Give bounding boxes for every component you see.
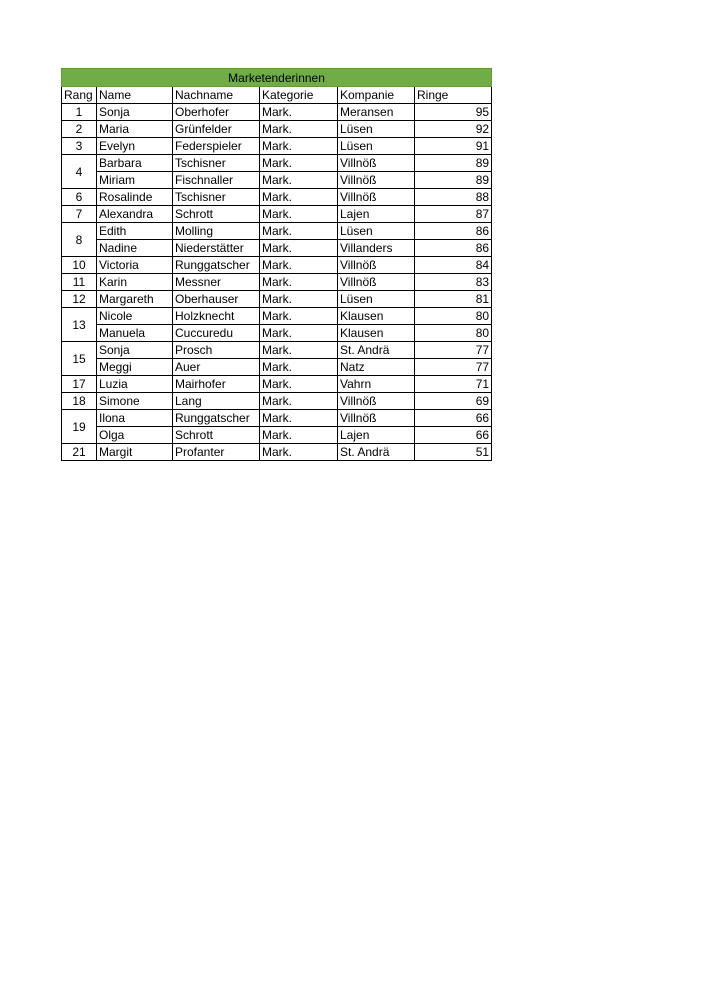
cell-nachname: Grünfelder — [173, 121, 260, 138]
cell-kategorie: Mark. — [260, 172, 338, 189]
table-row — [62, 172, 492, 189]
column-header-nachname: Nachname — [173, 87, 260, 104]
cell-ringe: 89 — [415, 172, 492, 189]
cell-nachname: Oberhauser — [173, 291, 260, 308]
table-row — [62, 427, 492, 444]
cell-nachname: Federspieler — [173, 138, 260, 155]
cell-name: Ilona — [97, 410, 173, 427]
cell-nachname: Fischnaller — [173, 172, 260, 189]
cell-ringe: 66 — [415, 427, 492, 444]
cell-name: Sonja — [97, 342, 173, 359]
results-sheet — [61, 68, 492, 461]
table-row — [62, 359, 492, 376]
cell-ringe: 89 — [415, 155, 492, 172]
cell-ringe: 80 — [415, 325, 492, 342]
table-row — [62, 223, 492, 240]
cell-name: Miriam — [97, 172, 173, 189]
cell-ringe: 87 — [415, 206, 492, 223]
table-row — [62, 291, 492, 308]
table-row — [62, 444, 492, 461]
cell-rang: 7 — [62, 206, 97, 223]
cell-kompanie: Lüsen — [338, 223, 415, 240]
table-row — [62, 410, 492, 427]
cell-kategorie: Mark. — [260, 104, 338, 121]
cell-ringe: 80 — [415, 308, 492, 325]
table-row — [62, 325, 492, 342]
cell-ringe: 69 — [415, 393, 492, 410]
cell-kompanie: Klausen — [338, 325, 415, 342]
table-row — [62, 189, 492, 206]
cell-name: Margit — [97, 444, 173, 461]
cell-nachname: Niederstätter — [173, 240, 260, 257]
table-row — [62, 155, 492, 172]
cell-nachname: Messner — [173, 274, 260, 291]
cell-ringe: 86 — [415, 223, 492, 240]
cell-nachname: Lang — [173, 393, 260, 410]
cell-name: Edith — [97, 223, 173, 240]
cell-name: Alexandra — [97, 206, 173, 223]
cell-name: Victoria — [97, 257, 173, 274]
cell-nachname: Runggatscher — [173, 410, 260, 427]
cell-kompanie: Vahrn — [338, 376, 415, 393]
cell-rang: 21 — [62, 444, 97, 461]
cell-kategorie: Mark. — [260, 155, 338, 172]
cell-ringe: 92 — [415, 121, 492, 138]
table-row — [62, 206, 492, 223]
cell-ringe: 77 — [415, 359, 492, 376]
cell-kategorie: Mark. — [260, 240, 338, 257]
cell-rang: 2 — [62, 121, 97, 138]
cell-kategorie: Mark. — [260, 206, 338, 223]
cell-rang: 10 — [62, 257, 97, 274]
cell-ringe: 81 — [415, 291, 492, 308]
cell-rang: 11 — [62, 274, 97, 291]
column-header-row — [62, 87, 492, 104]
cell-kategorie: Mark. — [260, 359, 338, 376]
cell-kompanie: Villnöß — [338, 257, 415, 274]
cell-name: Nadine — [97, 240, 173, 257]
cell-kompanie: Villnöß — [338, 274, 415, 291]
cell-kompanie: Villnöß — [338, 393, 415, 410]
cell-kategorie: Mark. — [260, 257, 338, 274]
cell-kompanie: Lajen — [338, 427, 415, 444]
table-row — [62, 342, 492, 359]
cell-kompanie: Villnöß — [338, 172, 415, 189]
cell-kompanie: Klausen — [338, 308, 415, 325]
column-header-name: Name — [97, 87, 173, 104]
table-title-row — [62, 69, 492, 87]
cell-ringe: 77 — [415, 342, 492, 359]
table-row — [62, 257, 492, 274]
cell-rang: 8 — [62, 223, 97, 257]
column-header-kompanie: Kompanie — [338, 87, 415, 104]
cell-kategorie: Mark. — [260, 342, 338, 359]
cell-kategorie: Mark. — [260, 308, 338, 325]
cell-kompanie: Lüsen — [338, 138, 415, 155]
cell-name: Manuela — [97, 325, 173, 342]
cell-nachname: Runggatscher — [173, 257, 260, 274]
cell-kompanie: Villnöß — [338, 189, 415, 206]
cell-kategorie: Mark. — [260, 444, 338, 461]
cell-ringe: 88 — [415, 189, 492, 206]
cell-nachname: Tschisner — [173, 155, 260, 172]
column-header-rang: Rang — [62, 87, 97, 104]
cell-nachname: Oberhofer — [173, 104, 260, 121]
cell-name: Rosalinde — [97, 189, 173, 206]
cell-kategorie: Mark. — [260, 393, 338, 410]
cell-kompanie: Lüsen — [338, 291, 415, 308]
cell-ringe: 83 — [415, 274, 492, 291]
cell-kategorie: Mark. — [260, 138, 338, 155]
cell-name: Maria — [97, 121, 173, 138]
cell-nachname: Prosch — [173, 342, 260, 359]
table-row — [62, 104, 492, 121]
cell-kompanie: Lüsen — [338, 121, 415, 138]
cell-name: Sonja — [97, 104, 173, 121]
cell-kategorie: Mark. — [260, 427, 338, 444]
results-table — [61, 68, 492, 461]
cell-name: Evelyn — [97, 138, 173, 155]
cell-kategorie: Mark. — [260, 325, 338, 342]
cell-ringe: 95 — [415, 104, 492, 121]
cell-rang: 13 — [62, 308, 97, 342]
cell-nachname: Cuccuredu — [173, 325, 260, 342]
cell-name: Barbara — [97, 155, 173, 172]
cell-kompanie: Villanders — [338, 240, 415, 257]
cell-rang: 12 — [62, 291, 97, 308]
cell-nachname: Schrott — [173, 206, 260, 223]
cell-nachname: Mairhofer — [173, 376, 260, 393]
cell-rang: 18 — [62, 393, 97, 410]
cell-rang: 17 — [62, 376, 97, 393]
cell-rang: 6 — [62, 189, 97, 206]
table-row — [62, 393, 492, 410]
cell-kategorie: Mark. — [260, 410, 338, 427]
table-row — [62, 376, 492, 393]
table-row — [62, 240, 492, 257]
cell-kategorie: Mark. — [260, 223, 338, 240]
table-row — [62, 121, 492, 138]
column-header-kategorie: Kategorie — [260, 87, 338, 104]
table-row — [62, 138, 492, 155]
cell-kategorie: Mark. — [260, 274, 338, 291]
cell-kompanie: Villnöß — [338, 155, 415, 172]
cell-kategorie: Mark. — [260, 291, 338, 308]
cell-rang: 3 — [62, 138, 97, 155]
cell-kompanie: Natz — [338, 359, 415, 376]
cell-name: Olga — [97, 427, 173, 444]
table-row — [62, 308, 492, 325]
cell-ringe: 71 — [415, 376, 492, 393]
cell-nachname: Tschisner — [173, 189, 260, 206]
cell-kompanie: St. Andrä — [338, 444, 415, 461]
cell-name: Simone — [97, 393, 173, 410]
cell-ringe: 86 — [415, 240, 492, 257]
cell-rang: 1 — [62, 104, 97, 121]
cell-name: Karin — [97, 274, 173, 291]
cell-rang: 19 — [62, 410, 97, 444]
cell-kategorie: Mark. — [260, 189, 338, 206]
cell-nachname: Holzknecht — [173, 308, 260, 325]
cell-rang: 15 — [62, 342, 97, 376]
cell-kompanie: Villnöß — [338, 410, 415, 427]
cell-nachname: Auer — [173, 359, 260, 376]
cell-rang: 4 — [62, 155, 97, 189]
cell-kategorie: Mark. — [260, 376, 338, 393]
cell-nachname: Profanter — [173, 444, 260, 461]
cell-kategorie: Mark. — [260, 121, 338, 138]
table-title: Marketenderinnen — [62, 69, 492, 87]
cell-kompanie: St. Andrä — [338, 342, 415, 359]
cell-name: Meggi — [97, 359, 173, 376]
column-header-ringe: Ringe — [415, 87, 492, 104]
cell-kompanie: Lajen — [338, 206, 415, 223]
cell-nachname: Schrott — [173, 427, 260, 444]
cell-name: Margareth — [97, 291, 173, 308]
cell-ringe: 84 — [415, 257, 492, 274]
cell-ringe: 66 — [415, 410, 492, 427]
cell-kompanie: Meransen — [338, 104, 415, 121]
cell-nachname: Molling — [173, 223, 260, 240]
cell-name: Luzia — [97, 376, 173, 393]
results-body — [62, 104, 492, 461]
cell-name: Nicole — [97, 308, 173, 325]
cell-ringe: 91 — [415, 138, 492, 155]
table-row — [62, 274, 492, 291]
cell-ringe: 51 — [415, 444, 492, 461]
